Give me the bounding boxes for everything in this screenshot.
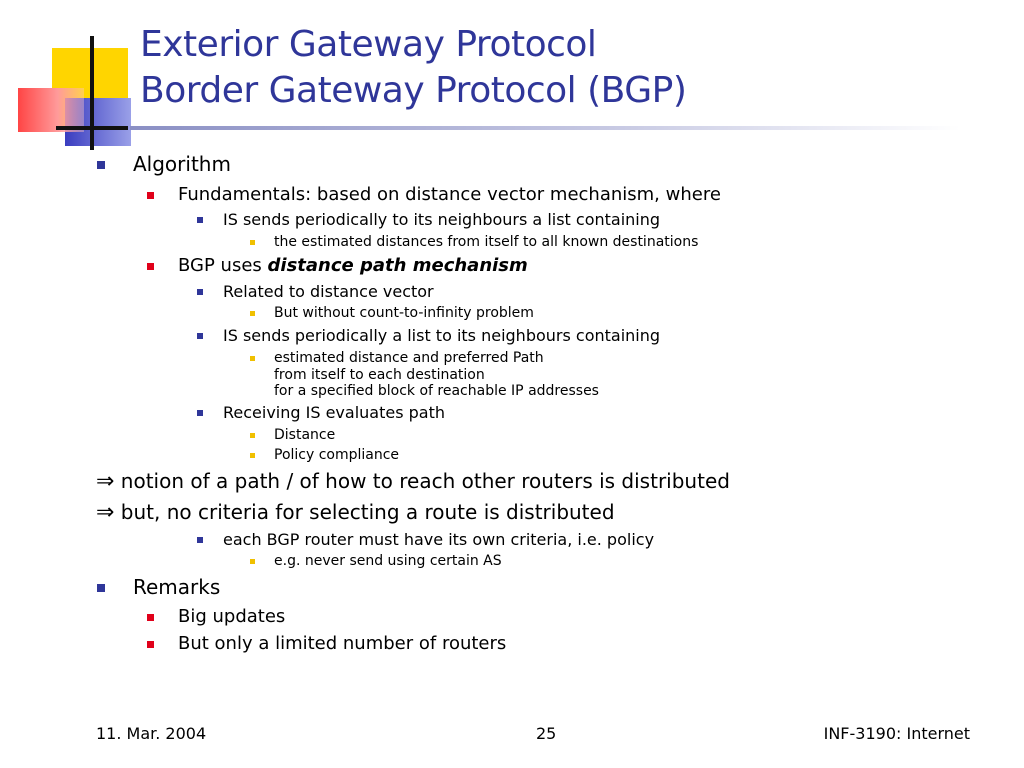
bullet-text-emphasis: distance path mechanism [267, 255, 528, 276]
bullet-text: Receiving IS evaluates path [223, 403, 446, 422]
bullet-each-bgp-router [223, 530, 654, 549]
bullet-text: Related to distance vector [223, 282, 434, 301]
implies-arrow-icon: ⇒ [96, 500, 115, 525]
square-bullet-icon [197, 217, 203, 223]
implication-no-criteria [96, 500, 615, 525]
square-bullet-icon [197, 289, 203, 295]
bullet-related-distance-vector [223, 282, 434, 301]
slide-title-line-1: Exterior Gateway Protocol [140, 24, 597, 65]
bullet-text-line-2: from itself to each destination [274, 366, 485, 383]
bullet-text-prefix: BGP uses [178, 255, 268, 276]
implication-text: but, no criteria for selecting a route is distributed [120, 500, 615, 524]
bullet-algorithm [133, 152, 231, 176]
square-bullet-icon [97, 161, 105, 169]
bullet-text: But without count-to-infinity problem [274, 305, 534, 321]
title-underline [130, 126, 960, 130]
square-bullet-icon [197, 410, 203, 416]
bullet-text: the estimated distances from itself to all known destinations [274, 234, 699, 250]
bullet-limited-routers [178, 633, 506, 654]
slide-title [140, 22, 686, 114]
bullet-policy-compliance [274, 447, 399, 464]
footer-date: 11. Mar. 2004 [96, 724, 207, 743]
bullet-text: Distance [274, 427, 336, 443]
bullet-remarks [133, 575, 220, 599]
square-bullet-icon [250, 356, 255, 361]
bullet-distance [274, 427, 335, 444]
bullet-estimated-path [274, 350, 599, 400]
bullet-text: Policy compliance [274, 447, 400, 463]
square-bullet-icon [250, 559, 255, 564]
bullet-text: each BGP router must have its own criteria, i.e. policy [223, 530, 655, 549]
bullet-big-updates [178, 606, 285, 627]
square-bullet-icon [147, 192, 154, 199]
bullet-bgp-uses [178, 255, 528, 276]
implication-text: notion of a path / of how to reach other routers is distributed [120, 469, 730, 493]
implies-arrow-icon: ⇒ [96, 469, 115, 494]
square-bullet-icon [250, 453, 255, 458]
bullet-is-sends-containing [223, 210, 660, 229]
square-bullet-icon [250, 240, 255, 245]
square-bullet-icon [197, 333, 203, 339]
square-bullet-icon [97, 584, 105, 592]
bullet-without-count-to-infinity [274, 305, 534, 322]
bullet-text: Big updates [178, 606, 286, 627]
logo-vertical-line [90, 36, 94, 150]
logo-horizontal-line [56, 126, 128, 130]
bullet-is-sends-list [223, 326, 660, 345]
slide-logo-decoration [0, 0, 150, 160]
bullet-text: Remarks [133, 575, 221, 599]
implication-notion-of-path [96, 469, 730, 494]
slide-title-line-2: Border Gateway Protocol (BGP) [140, 70, 687, 111]
square-bullet-icon [147, 641, 154, 648]
bullet-eg-never-send [274, 553, 502, 570]
square-bullet-icon [147, 263, 154, 270]
bullet-text: Fundamentals: based on distance vector mechanism, where [178, 184, 721, 205]
bullet-estimated-distances [274, 234, 698, 251]
square-bullet-icon [250, 311, 255, 316]
square-bullet-icon [147, 614, 154, 621]
footer-page-number: 25 [536, 724, 557, 743]
bullet-text: But only a limited number of routers [178, 633, 507, 654]
square-bullet-icon [197, 537, 203, 543]
bullet-text: IS sends periodically a list to its neighbours containing [223, 326, 661, 345]
bullet-text-line-3: for a specified block of reachable IP addresses [274, 383, 599, 399]
bullet-text-line-1: estimated distance and preferred Path [274, 350, 544, 366]
bullet-text: IS sends periodically to its neighbours a list containing [223, 210, 661, 229]
bullet-text: e.g. never send using certain AS [274, 553, 502, 569]
bullet-text: Algorithm [133, 152, 231, 176]
square-bullet-icon [250, 433, 255, 438]
footer-course: INF-3190: Internet [823, 724, 970, 743]
bullet-receiving-is [223, 403, 445, 422]
bullet-fundamentals [178, 184, 721, 205]
